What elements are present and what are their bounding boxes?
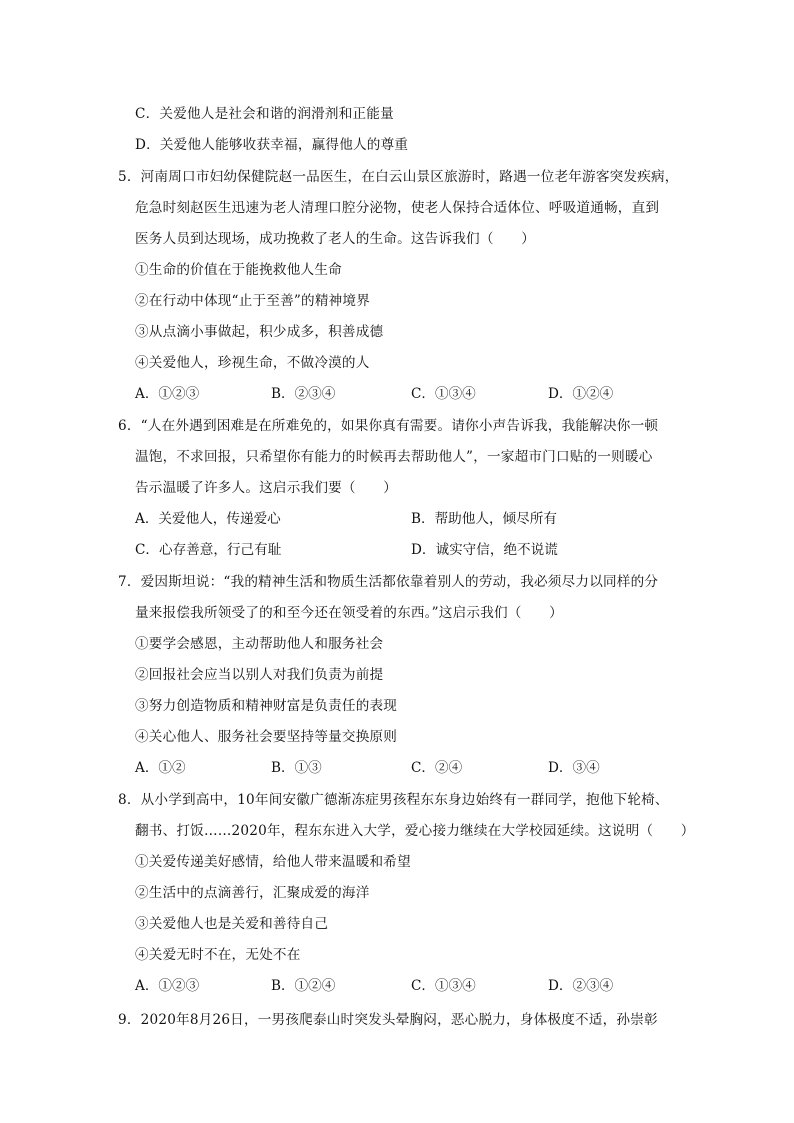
q8-statement-1: ①关爱传递美好感情，给他人带来温暖和希望 (135, 854, 411, 870)
q7-choice-c[interactable]: C．②④ (411, 760, 463, 776)
question-9-line-1: 9．2020年8月26日，一男孩爬泰山时突发头晕胸闷，恶心脱力，身体极度不适，孙崇彰 (118, 1012, 658, 1028)
q5-choice-d[interactable]: D．①②④ (548, 386, 614, 402)
q7-statement-2: ②回报社会应当以别人对我们负责为前提 (135, 667, 384, 683)
question-6-line-1: 6．“人在外遇到困难是在所难免的，如果你真有需要。请你小声告诉我，我能解决你一顿 (118, 418, 659, 434)
question-5-line-3: 医务人员到达现场，成功挽救了老人的生命。这告诉我们（ ） (135, 231, 536, 247)
q5-statement-4: ④关爱他人，珍视生命，不做冷漠的人 (135, 355, 370, 371)
q7-statement-4: ④关心他人、服务社会要坚持等量交换原则 (135, 729, 398, 745)
q5-statement-1: ①生命的价值在于能挽救他人生命 (135, 262, 342, 278)
q8-statement-4: ④关爱无时不在，无处不在 (135, 947, 301, 963)
q6-choice-a[interactable]: A．关爱他人，传递爱心 (135, 511, 281, 527)
q7-statement-3: ③努力创造物质和精神财富是负责任的表现 (135, 698, 398, 714)
q8-choice-b[interactable]: B．①②④ (271, 978, 336, 994)
q5-choice-a[interactable]: A．①②③ (135, 386, 200, 402)
q5-choice-c[interactable]: C．①③④ (411, 386, 476, 402)
q7-choice-b[interactable]: B．①③ (271, 760, 322, 776)
question-6-line-2: 温饱，不求回报，只希望你有能力的时候再去帮助他人”，一家超市门口贴的一则暖心 (135, 449, 653, 465)
option-d-prev: D．关爱他人能够收获幸福，赢得他人的尊重 (135, 137, 409, 153)
question-7-line-2: 量来报偿我所领受了的和至今还在领受着的东西。”这启示我们（ ） (135, 605, 563, 621)
q8-statement-2: ②生活中的点滴善行，汇聚成爱的海洋 (135, 885, 370, 901)
q7-choice-a[interactable]: A．①② (135, 760, 186, 776)
question-5-line-2: 危急时刻赵医生迅速为老人清理口腔分泌物，使老人保持合适体位、呼吸道通畅，直到 (135, 200, 660, 216)
question-6-line-3: 告示温暖了许多人。这启示我们要（ ） (135, 480, 398, 496)
q6-choice-b[interactable]: B．帮助他人，倾尽所有 (411, 511, 557, 527)
q8-choice-c[interactable]: C．①③④ (411, 978, 476, 994)
q5-statement-2: ②在行动中体现“止于至善”的精神境界 (135, 293, 370, 309)
question-8-line-2: 翻书、打饭……2020年，程东东进入大学，爱心接力继续在大学校园延续。这说明（ ） (135, 823, 695, 839)
question-8-line-1: 8．从小学到高中，10年间安徽广德渐冻症男孩程东东身边始终有一群同学，抱他下轮椅、 (118, 792, 669, 808)
q8-choice-d[interactable]: D．②③④ (548, 978, 614, 994)
q5-choice-b[interactable]: B．②③④ (271, 386, 336, 402)
option-c-prev: C．关爱他人是社会和谐的润滑剂和正能量 (135, 106, 394, 122)
q7-statement-1: ①要学会感恩，主动帮助他人和服务社会 (135, 636, 384, 652)
q5-statement-3: ③从点滴小事做起，积少成多，积善成德 (135, 324, 384, 340)
q8-statement-3: ③关爱他人也是关爱和善待自己 (135, 916, 329, 932)
q7-choice-d[interactable]: D．③④ (548, 760, 600, 776)
q6-choice-d[interactable]: D．诚实守信，绝不说谎 (411, 542, 558, 558)
question-5-line-1: 5．河南周口市妇幼保健院赵一品医生，在白云山景区旅游时，路遇一位老年游客突发疾病， (118, 169, 679, 185)
q6-choice-c[interactable]: C．心存善意，行己有耻 (135, 542, 282, 558)
q8-choice-a[interactable]: A．①②③ (135, 978, 200, 994)
question-7-line-1: 7．爱因斯坦说：“我的精神生活和物质生活都依靠着别人的劳动，我必须尽力以同样的分 (118, 574, 659, 590)
